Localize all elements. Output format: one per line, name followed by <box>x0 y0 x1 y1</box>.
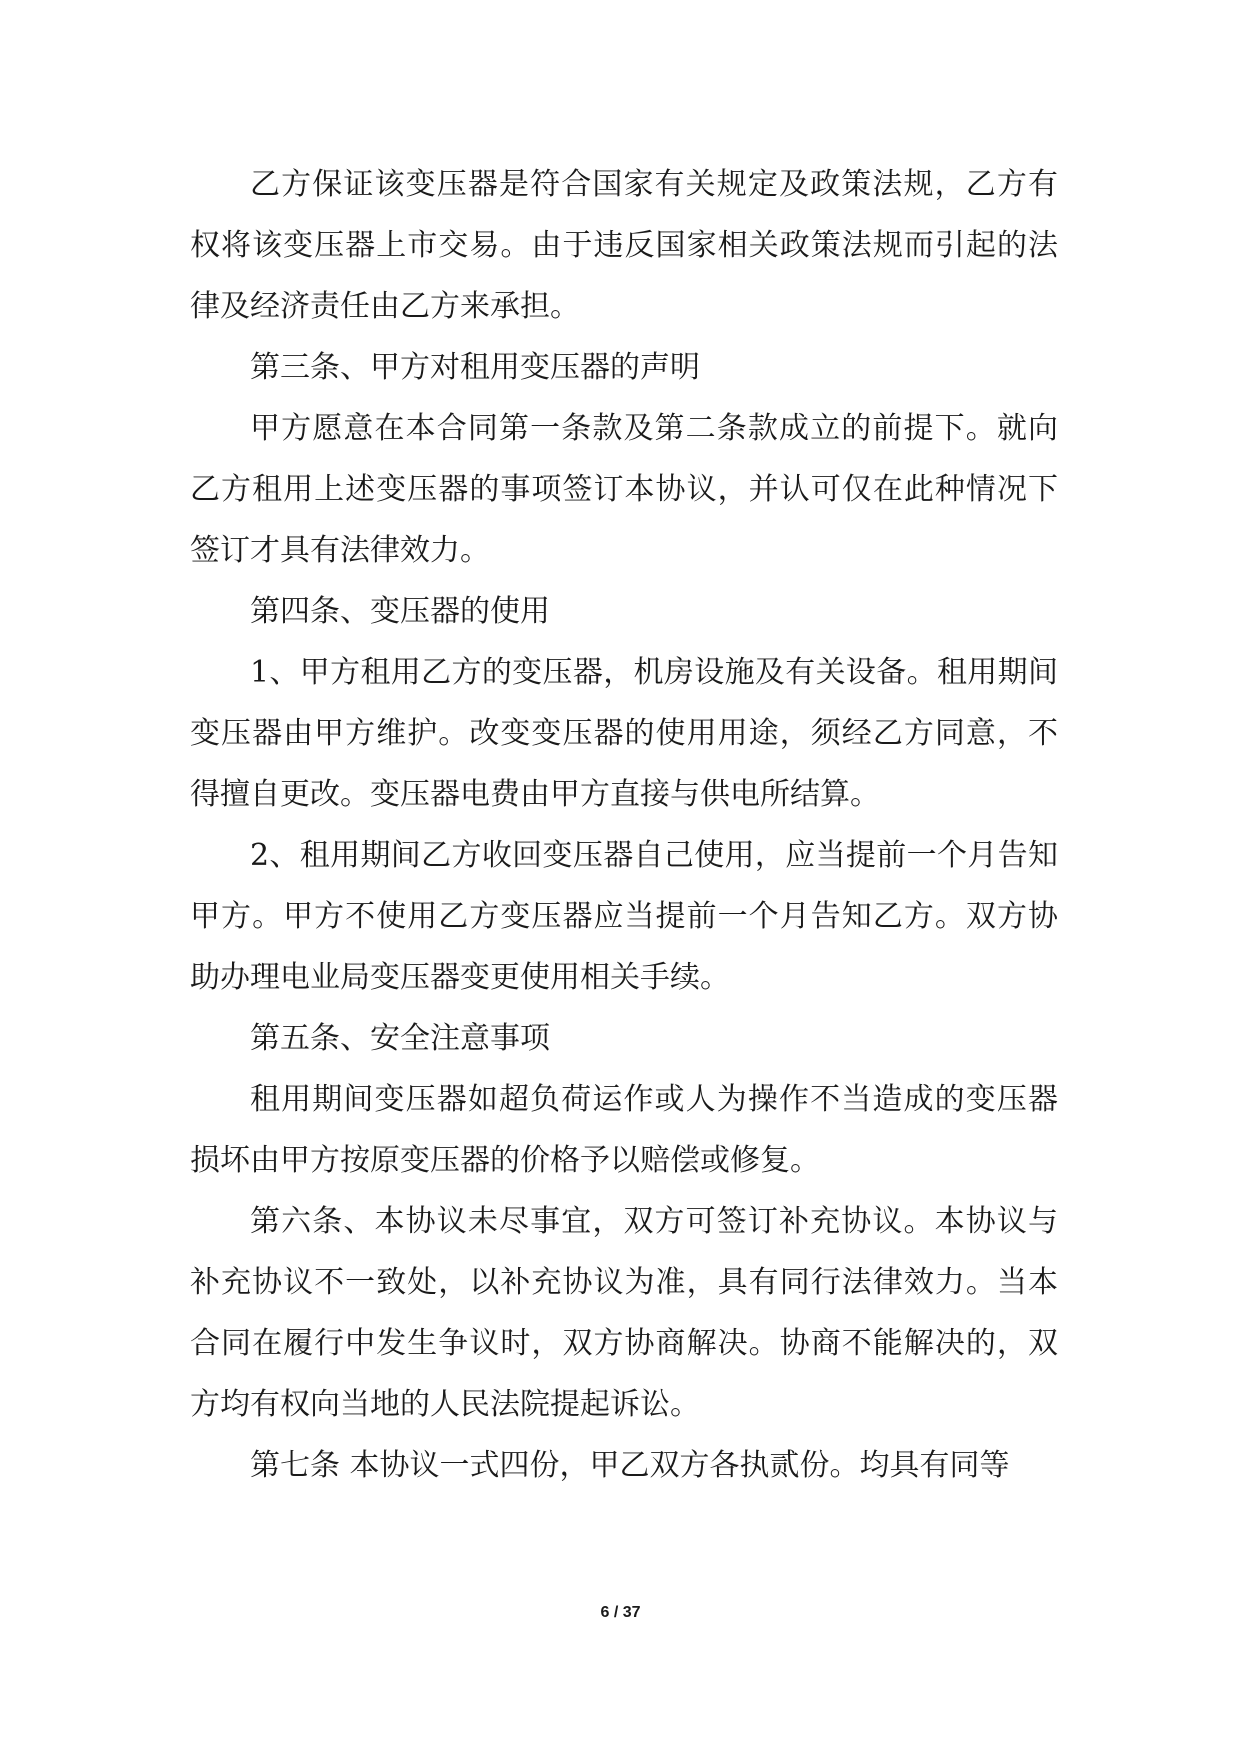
paragraph-seller-guarantee: 乙方保证该变压器是符合国家有关规定及政策法规，乙方有权将该变压器上市交易。由于违反国家相关政策法规而引起的法律及经济责任由乙方来承担。 <box>190 167 1058 324</box>
paragraph-safety: 租用期间变压器如超负荷运作或人为操作不当造成的变压器损坏由甲方按原变压器的价格予以赔偿或修复。 <box>190 1082 1058 1178</box>
heading-article-3: 第三条、甲方对租用变压器的声明 <box>250 350 700 385</box>
paragraph-lessee-statement: 甲方愿意在本合同第一条款及第二条款成立的前提下。就向乙方租用上述变压器的事项签订本协议，并认可仅在此种情况下签订才具有法律效力。 <box>190 411 1058 568</box>
paragraph-article-6: 第六条、本协议未尽事宜，双方可签订补充协议。本协议与补充协议不一致处，以补充协议为准，具有同行法律效力。当本合同在履行中发生争议时，双方协商解决。协商不能解决的，双方均有权向当地的人民法院提起诉讼。 <box>190 1204 1058 1422</box>
heading-article-5: 第五条、安全注意事项 <box>250 1021 550 1056</box>
paragraph-usage-item-1: 1、甲方租用乙方的变压器，机房设施及有关设备。租用期间变压器由甲方维护。改变变压器的使用用途，须经乙方同意，不得擅自更改。变压器电费由甲方直接与供电所结算。 <box>190 655 1058 812</box>
page-number: 6 / 37 <box>600 1604 641 1621</box>
heading-article-4: 第四条、变压器的使用 <box>250 594 550 629</box>
paragraph-usage-item-2: 2、租用期间乙方收回变压器自己使用，应当提前一个月告知甲方。甲方不使用乙方变压器应当提前一个月告知乙方。双方协助办理电业局变压器变更使用相关手续。 <box>190 838 1058 995</box>
document-body <box>190 154 1058 1496</box>
paragraph-article-7: 第七条 本协议一式四份，甲乙双方各执贰份。均具有同等 <box>250 1448 1010 1483</box>
